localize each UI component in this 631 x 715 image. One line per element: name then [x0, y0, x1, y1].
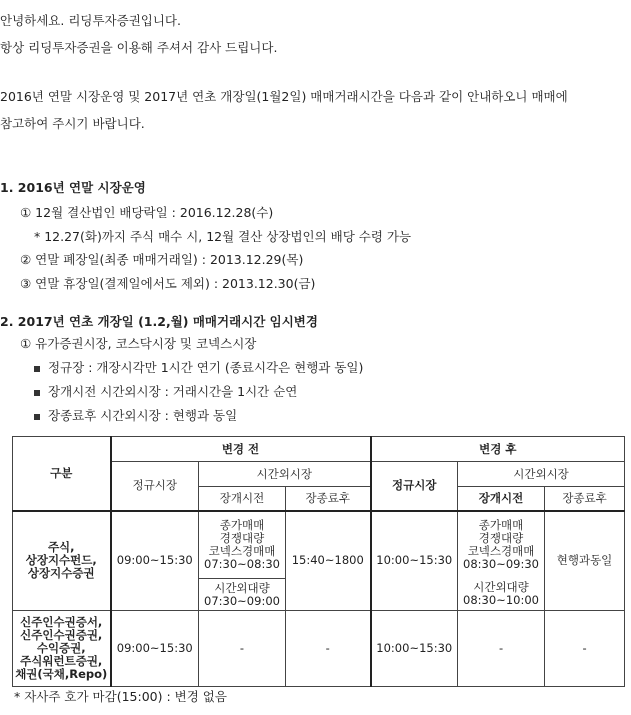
header-before-preopen: 장개시전: [199, 487, 286, 511]
intro-line-1: 안녕하세요. 리딩투자증권입니다.: [0, 13, 181, 28]
row2-before-preopen: -: [199, 611, 286, 687]
header-before-regular: 정규시장: [111, 462, 199, 511]
footnote: * 자사주 호가 마감(15:00) : 변경 없음: [14, 689, 227, 704]
header-category: 구분: [13, 437, 111, 511]
section2-item-1: ① 유가증권시장, 코스닥시장 및 코넥스시장: [20, 336, 257, 351]
section1-item-3: ③ 연말 휴장일(결제일에서도 제외) : 2013.12.30(금): [20, 276, 316, 291]
row1-before-preopen-a: 종가매매 경쟁대량 코넥스경매매 07:30~08:30: [199, 511, 286, 579]
section1-title: 1. 2016년 연말 시장운영: [0, 180, 146, 195]
header-before-afterhours: 시간외시장: [199, 462, 371, 487]
row1-after-preopen-b: 시간외대량 08:30~10:00: [458, 579, 545, 611]
intro-line-2: 항상 리딩투자증권을 이용해 주셔서 감사 드립니다.: [0, 40, 278, 55]
header-after-postclose: 장종료후: [545, 487, 625, 511]
header-before: 변경 전: [111, 437, 371, 462]
row2-after-postclose: -: [545, 611, 625, 687]
row2-before-postclose: -: [286, 611, 371, 687]
header-before-postclose: 장종료후: [286, 487, 371, 511]
intro-line-3: 2016년 연말 시장운영 및 2017년 연초 개장일(1월2일) 매매거래시간을 다음과 같이 안내하오니 매매에: [0, 89, 568, 104]
row2-after-preopen: -: [458, 611, 545, 687]
row2-after-regular: 10:00~15:30: [371, 611, 458, 687]
square-bullet-icon: [34, 414, 40, 420]
row1-before-preopen-b: 시간외대량 07:30~09:00: [199, 579, 286, 611]
row2-before-regular: 09:00~15:30: [111, 611, 199, 687]
section1-item-1: ① 12월 결산법인 배당락일 : 2016.12.28(수): [20, 205, 274, 220]
intro-line-4: 참고하여 주시기 바랍니다.: [0, 116, 145, 131]
bullet-text: 장개시전 시간외시장 : 거래시간을 1시간 순연: [48, 384, 298, 399]
header-after-preopen: 장개시전: [458, 487, 545, 511]
row2-label: 신주인수권증서, 신주인수권증권, 수익증권, 주식워런트증권, 채권(국채,Repo): [13, 611, 111, 687]
row1-before-regular: 09:00~15:30: [111, 511, 199, 611]
section1-item-2: ② 연말 폐장일(최종 매매거래일) : 2013.12.29(목): [20, 252, 304, 267]
header-after-regular: 정규시장: [371, 462, 458, 511]
header-after: 변경 후: [371, 437, 625, 462]
section1-note-1: * 12.27(화)까지 주식 매수 시, 12월 결산 상장법인의 배당 수령 가능: [34, 229, 412, 244]
bullet-text: 장종료후 시간외시장 : 현행과 동일: [48, 408, 238, 423]
row1-after-regular: 10:00~15:30: [371, 511, 458, 611]
header-after-afterhours: 시간외시장: [458, 462, 625, 487]
row1-after-preopen-a: 종가매매 경쟁대량 코넥스경매매 08:30~09:30: [458, 511, 545, 579]
square-bullet-icon: [34, 390, 40, 396]
trading-hours-table: [12, 436, 625, 687]
section2-bullet-1: [34, 360, 363, 376]
row1-after-postclose: 현행과동일: [545, 511, 625, 611]
section2-title: 2. 2017년 연초 개장일 (1.2,월) 매매거래시간 임시변경: [0, 314, 318, 329]
section2-bullet-2: [34, 384, 297, 400]
bullet-text: 정규장 : 개장시각만 1시간 연기 (종료시각은 현행과 동일): [48, 360, 364, 375]
row1-before-postclose: 15:40~1800: [286, 511, 371, 611]
row1-label: 주식, 상장지수펀드, 상장지수증권: [13, 511, 111, 611]
square-bullet-icon: [34, 366, 40, 372]
section2-bullet-3: [34, 408, 237, 424]
